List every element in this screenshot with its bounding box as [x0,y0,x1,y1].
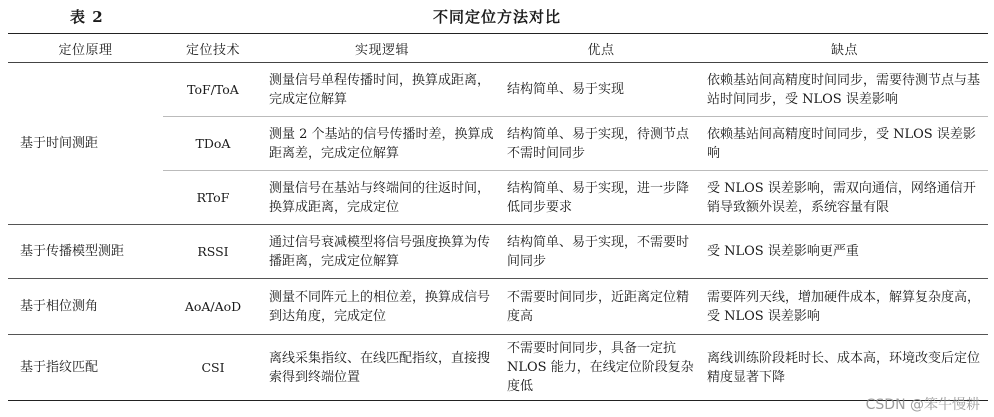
cons-cell: 需要阵列天线，增加硬件成本，解算复杂度高，受 NLOS 误差影响 [707,289,981,324]
logic-cell: 测量不同阵元上的相位差，换算成信号到达角度，完成定位 [269,289,491,324]
cons-cell: 离线训练阶段耗时长、成本高，环境改变后定位精度显著下降 [707,350,981,385]
principle-cell: 基于指纹匹配 [20,360,99,375]
header-principle: 定位原理 [58,42,113,58]
table-row [8,225,988,279]
logic-cell: 测量信号在基站与终端间的往返时间，换算成距离，完成定位 [263,171,501,225]
logic-cell: 通过信号衰减模型将信号强度换算为传播距离，完成定位解算 [269,234,491,269]
pros-cell: 结构简单、易于实现 [507,82,625,97]
table-header-row [8,34,988,63]
table-row [8,279,988,335]
cons-cell: 依赖基站间高精度时间同步，需要待测节点与基站时间同步，受 NLOS 误差影响 [707,72,981,107]
header-logic: 实现逻辑 [354,42,409,58]
header-technique: 定位技术 [185,42,240,58]
tech-cell: RSSI [197,244,229,259]
pros-cell: 不需要时间同步，近距离定位精度高 [507,289,690,324]
table-label: 表 2 [70,8,104,26]
principle-cell: 基于相位测角 [20,299,99,314]
pros-cell: 结构简单、易于实现，不需要时间同步 [507,234,690,269]
cons-cell: 依赖基站间高精度时间同步，受 NLOS 误差影响 [701,117,988,171]
table-title: 不同定位方法对比 [432,8,561,26]
tech-cell: ToF/ToA [187,82,239,97]
pros-cell: 结构简单、易于实现，进一步降低同步要求 [501,171,701,225]
logic-cell: 测量 2 个基站的信号传播时差，换算成距离差，完成定位解算 [263,117,501,171]
watermark: CSDN @笨牛慢耕 [865,397,980,413]
cons-cell: 受 NLOS 误差影响，需双向通信，网络通信开销导致额外误差，系统容量有限 [701,171,988,225]
cons-cell: 受 NLOS 误差影响更严重 [707,244,859,259]
tech-cell: CSI [201,360,225,375]
logic-cell: 离线采集指纹、在线匹配指纹，直接搜索得到终端位置 [269,350,491,385]
table-row [8,63,988,117]
logic-cell: 测量信号单程传播时间，换算成距离，完成定位解算 [269,72,491,107]
table-row [8,335,988,401]
principle-cell: 基于时间测距 [20,136,99,151]
pros-cell: 不需要时间同步，具备一定抗 NLOS 能力，在线定位阶段复杂度低 [507,341,694,394]
pros-cell: 结构简单、易于实现，待测节点不需时间同步 [501,117,701,171]
header-pros: 优点 [587,42,615,58]
principle-cell: 基于传播模型测距 [20,244,125,259]
comparison-table [8,33,988,401]
tech-cell: RToF [163,171,263,225]
header-cons: 缺点 [830,42,858,58]
tech-cell: TDoA [163,117,263,171]
tech-cell: AoA/AoD [184,299,242,314]
